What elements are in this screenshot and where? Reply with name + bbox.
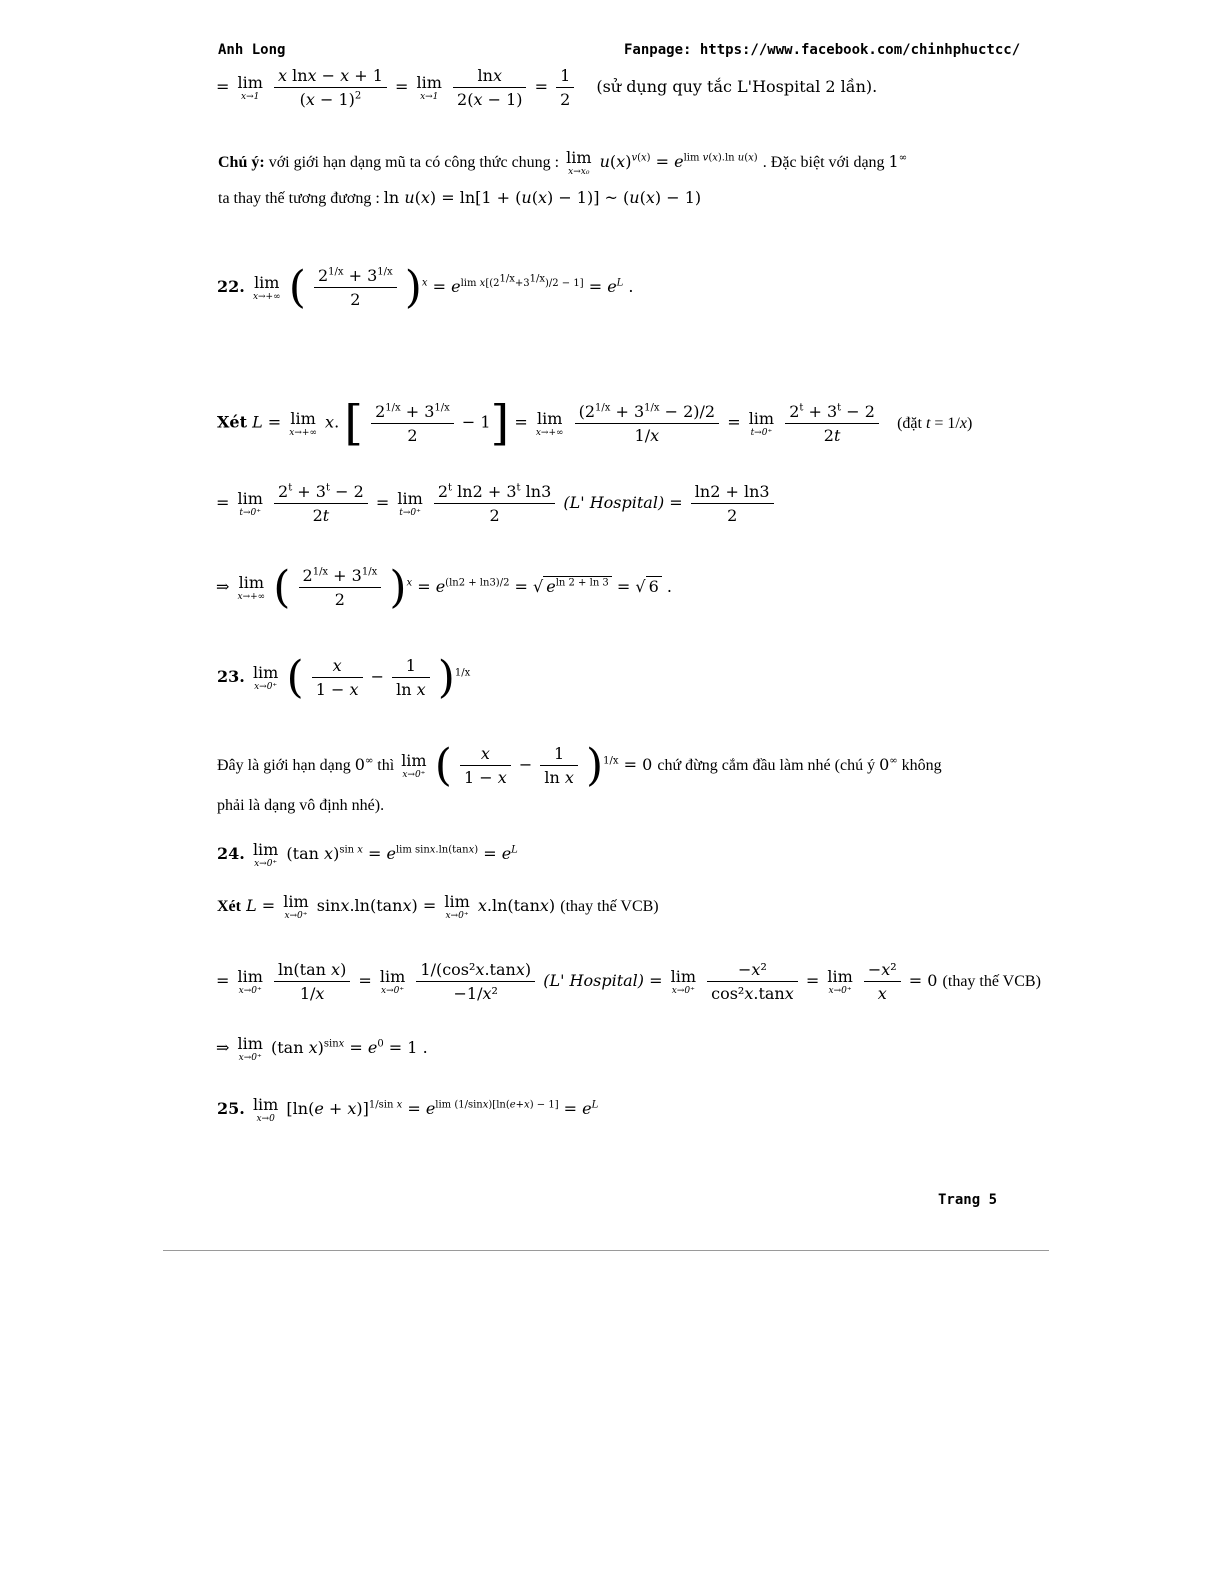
problem-23: 23. lim x→0⁺ ( $\frac{x}{1 - x}$ − $\frac{1}{\text{ln x}}$ )$^{1/x}$ (217, 652, 471, 703)
fraction: $\frac{1}{\text{ln x}}$ (540, 744, 578, 787)
fraction: $\frac{2^t + 3^t - 2}{2t}$ (785, 402, 879, 445)
problem-number: 23. (217, 667, 245, 686)
limit-operator: lim t→0⁺ (397, 489, 423, 518)
fraction: $\frac{\text{−x²}}{\text{cos²x.tanx}}$ (707, 960, 798, 1003)
fraction: $\frac{x}{1 - x}$ (460, 744, 511, 787)
note-text: với giới hạn dạng mũ ta có công thức chung : (268, 154, 560, 171)
limit-operator: lim x→0⁺ (252, 663, 279, 692)
hospital-24: = lim x→0⁺ $\frac{\text{ln(tan x)}}{1/x}$ = lim x→0⁺ $\frac{\text{1/(cos²x.tanx)}}{\text{−1/x²}}$ (L' Hospital) = lim x→0⁺ $\frac{\text{−x²}}{\text{cos²x.tanx}}$ = lim x→0⁺ $\frac{\text{−x²}}{x}$ = 0 (thay thế VCB) (216, 960, 1041, 1003)
fraction: $\frac{2^{1/x} + 3^{1/x}}{2}$ (371, 402, 454, 445)
result-22: ⇒ lim x→+∞ ( $\frac{2^{1/x} + 3^{1/x}}{2}$ )$^x = e^{(ln2 + ln3)/2}$ = √ $e^{ln 2 + ln 3}$ = √ 6 . (216, 562, 672, 613)
fraction: $\frac{\text{1/(cos²x.tanx)}}{\text{−1/x²}}$ (416, 960, 535, 1003)
fraction: $\frac{\ln 2 + \ln 3}{2}$ (691, 482, 774, 525)
lhospital-note: (sử dụng quy tắc L'Hospital 2 lần). (596, 77, 878, 96)
equation-lhospital-line: = lim x→1 $\frac{\text{x lnx − x + 1}}{(x - 1)^2}$ = lim x→1 $\frac{\ln x}{2(x - 1)}$ = $\frac{1}{2}$ (sử dụng quy tắc L'Hospital 2 lần). (216, 66, 878, 109)
equivalence-line (218, 188, 701, 208)
note-paragraph (218, 148, 907, 177)
limit-operator: lim x→x₀ (566, 148, 592, 177)
note-tail: . Đặc biệt với dạng (762, 154, 885, 171)
header-fanpage-link[interactable]: Fanpage: https://www.facebook.com/chinhphuctcc/ (624, 42, 1021, 58)
limit-operator: lim x→0⁺ (237, 967, 263, 996)
fraction: $\frac{\text{x lnx − x + 1}}{(x - 1)^2}$ (274, 66, 387, 109)
fraction: $\frac{2^{1/x} + 3^{1/x}}{2}$ (299, 566, 382, 609)
problem-number: 25. (217, 1099, 245, 1118)
fraction: $\frac{\ln x}{2(x - 1)}$ (453, 66, 526, 109)
limit-operator: lim x→+∞ (237, 573, 266, 602)
limit-operator: lim x→0⁺ (252, 840, 279, 869)
limit-operator: lim x→0⁺ (444, 892, 470, 921)
note-label: Chú ý: (218, 154, 265, 171)
xet-l-line: Xét L = lim x→+∞ x. [ $\frac{2^{1/x} + 3^{1/x}}{2}$ − 1] = lim x→+∞ $\frac{(2^{1/x} + 3^{1/x} - 2)/2}{1/x}$ = lim t→0⁺ $\frac{2^t + 3^t - 2}{2t}$ (đặt t = 1/x) (217, 395, 973, 451)
lhospital-step: = lim t→0⁺ $\frac{2^t + 3^t - 2}{2t}$ = lim t→0⁺ $\frac{2^t \ln 2 + 3^t \ln 3}{2}$ (L' Hospital) = $\frac{\ln 2 + \ln 3}{2}$ (216, 482, 777, 525)
result-24: ⇒ lim x→0⁺ (tan $x)^{sinx} = e^0 = 1$ . (216, 1034, 428, 1063)
substitution-note: (đặt t = 1/x) (897, 414, 973, 432)
limit-operator: lim t→0⁺ (237, 489, 263, 518)
limit-operator: lim x→1 (237, 73, 263, 102)
equivalence-formula: ln u(x) = ln[1 + (u(x) − 1)] ~ (u(x) − 1) (383, 188, 702, 207)
fraction: $\frac{(2^{1/x} + 3^{1/x} - 2)/2}{1/x}$ (575, 402, 720, 445)
fraction: $\frac{\text{−x²}}{x}$ (864, 960, 901, 1003)
problem-number: 24. (217, 844, 245, 863)
limit-operator: lim x→0⁺ (670, 967, 697, 996)
fraction: $\frac{1}{\text{ln x}}$ (392, 656, 430, 699)
xet-label: Xét (217, 412, 247, 432)
fraction: $\frac{x}{1 - x}$ (312, 656, 363, 699)
fraction: $\frac{2^t + 3^t - 2}{2t}$ (274, 482, 368, 525)
limit-operator: lim x→+∞ (252, 273, 281, 302)
lhospital-label: (L' Hospital) (563, 493, 665, 512)
xet-l-24: Xét L = lim x→0⁺ sinx.ln(tanx) = lim x→0⁺ x.ln(tanx) (thay thế VCB) (217, 892, 659, 921)
header-author: Anh Long (218, 42, 286, 58)
limit-operator: lim x→0⁺ (237, 1034, 263, 1063)
problem-25: 25. lim x→0 $[\ln(e + x)]^{1/sin x} = e^{lim (1/sinx)[ln(e+x) - 1]} = e^L$ (217, 1095, 599, 1124)
limit-operator: lim t→0⁺ (748, 408, 775, 438)
problem-number: 22. (217, 277, 245, 296)
equiv-text: ta thay thế tương đương : (218, 190, 380, 207)
page-number: Trang 5 (938, 1192, 998, 1208)
problem-24: 24. lim x→0⁺ (tan $x)^{sin x} = e^{lim sinx.ln(tanx)} = e^L$ (217, 840, 518, 869)
footer-divider (163, 1250, 1049, 1251)
problem-23-explanation-end: phải là dạng vô định nhé). (217, 797, 385, 814)
limit-operator: lim x→0⁺ (827, 967, 853, 996)
indeterminate-form: 1∞ (888, 152, 908, 171)
limit-operator: lim x→0⁺ (283, 892, 309, 921)
limit-operator: lim x→1 (416, 73, 442, 102)
vcb-note: (thay thế VCB) (560, 898, 659, 915)
problem-22: 22. lim x→+∞ ( $\frac{2^{1/x} + 3^{1/x}}{2}$ )$^x = e^{lim x[(2^{1/x}+3^{1/x})/2 - 1]} = e^L$ . (217, 262, 634, 313)
fraction: $\frac{\text{ln(tan x)}}{1/x}$ (274, 960, 350, 1003)
fraction: $\frac{1}{2}$ (556, 66, 574, 109)
limit-operator: lim x→0⁺ (401, 751, 427, 780)
limit-operator: lim x→+∞ (289, 408, 317, 438)
general-formula: lim x→x₀ $u(x)^{v(x)} = e^{lim v(x).ln u(x)}$ (566, 148, 758, 177)
problem-23-explanation: Đây là giới hạn dạng 0∞ thì lim x→0⁺ ( $\frac{x}{1 - x}$ − $\frac{1}{\text{ln x}}$ )$^{1/x}$ = 0 chứ đừng cắm đầu làm nhé (chú ý 0∞ không (217, 740, 942, 791)
limit-operator: lim x→0⁺ (379, 967, 406, 996)
xet-label: Xét (217, 898, 241, 915)
limit-operator: lim x→+∞ (535, 408, 564, 438)
vcb-note: (thay thế VCB) (942, 973, 1041, 990)
fraction: $\frac{2^{1/x} + 3^{1/x}}{2}$ (314, 266, 397, 309)
fraction: $\frac{2^t \ln 2 + 3^t \ln 3}{2}$ (434, 482, 555, 525)
limit-operator: lim x→0 (252, 1095, 279, 1124)
